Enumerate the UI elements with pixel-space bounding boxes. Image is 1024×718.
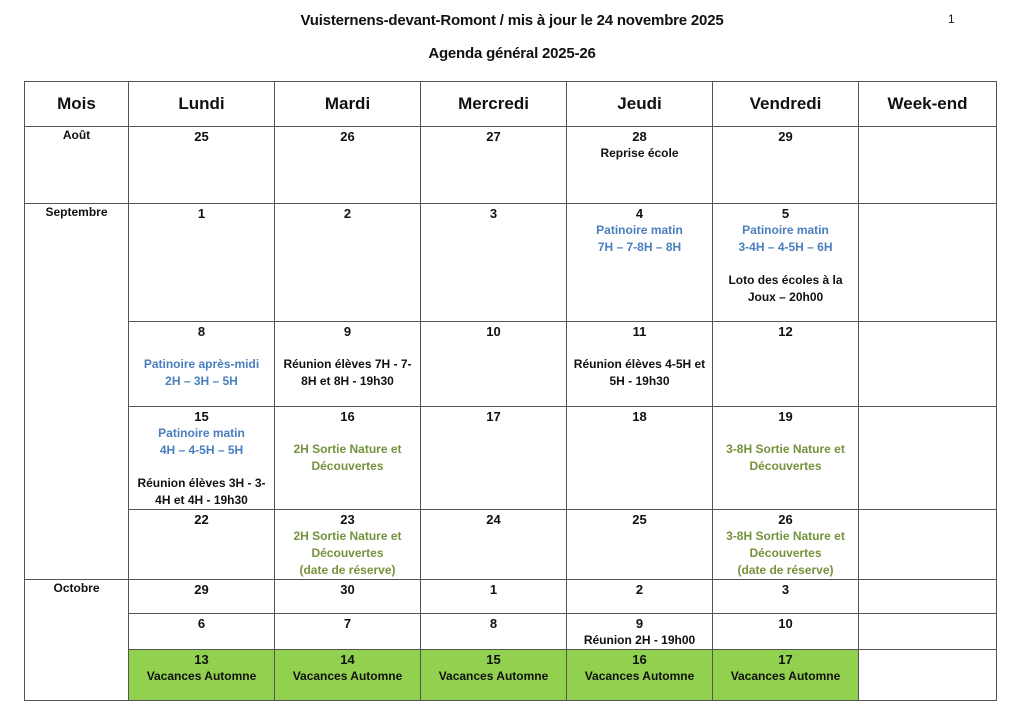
day-number: 11 — [632, 324, 647, 339]
day-number: 14 — [340, 652, 355, 667]
event-text: Réunion élèves 3H - 3- — [137, 476, 266, 490]
column-header-vendredi: Vendredi — [713, 82, 859, 127]
day-number: 7 — [343, 616, 352, 631]
day-number: 29 — [194, 582, 209, 597]
day-cell-mardi — [275, 322, 421, 407]
day-number: 25 — [194, 129, 209, 144]
event-text: Patinoire matin — [742, 223, 829, 237]
day-cell-mardi — [275, 580, 421, 614]
event-text: Découvertes — [749, 546, 822, 560]
day-cell-mercredi — [421, 614, 567, 650]
event-text: Réunion élèves 4-5H et — [573, 357, 706, 371]
day-number: 5 — [781, 206, 790, 221]
day-number: 18 — [632, 409, 647, 424]
week-row — [25, 407, 997, 510]
column-header-jeudi: Jeudi — [567, 82, 713, 127]
day-cell-mercredi — [421, 580, 567, 614]
day-cell-vendredi — [713, 407, 859, 510]
page-number: 1 — [948, 12, 955, 26]
event-text: Loto des écoles à la — [728, 273, 843, 287]
event-text: 2H Sortie Nature et — [293, 529, 402, 543]
day-cell-week-end — [859, 650, 997, 701]
day-cell-week-end — [859, 580, 997, 614]
week-row — [25, 204, 997, 322]
event-text: Joux – 20h00 — [747, 290, 824, 304]
day-cell-vendredi — [713, 580, 859, 614]
day-cell-mardi — [275, 407, 421, 510]
event-text: Découvertes — [311, 459, 384, 473]
week-row — [25, 322, 997, 407]
day-number: 1 — [197, 206, 206, 221]
agenda-title: Agenda général 2025-26 — [428, 45, 596, 62]
event-text: 7H – 7-8H – 8H — [597, 240, 682, 254]
day-cell-week-end — [859, 127, 997, 204]
column-header-mois: Mois — [25, 82, 129, 127]
event-text: (date de réserve) — [737, 563, 834, 577]
event-text: Vacances Automne — [146, 669, 257, 683]
event-text: 5H - 19h30 — [609, 374, 670, 388]
day-number: 25 — [632, 512, 647, 527]
week-row — [25, 580, 997, 614]
day-cell-lundi — [129, 127, 275, 204]
day-cell-week-end — [859, 204, 997, 322]
day-number: 6 — [197, 616, 206, 631]
day-cell-jeudi — [567, 510, 713, 580]
day-cell-lundi — [129, 204, 275, 322]
day-cell-jeudi — [567, 407, 713, 510]
day-number: 9 — [343, 324, 352, 339]
day-number: 26 — [778, 512, 793, 527]
day-cell-mardi — [275, 650, 421, 701]
day-cell-mercredi — [421, 322, 567, 407]
day-number: 28 — [632, 129, 647, 144]
day-number: 30 — [340, 582, 355, 597]
day-cell-lundi — [129, 580, 275, 614]
event-text: Patinoire matin — [158, 426, 245, 440]
event-text: 4H et 4H - 19h30 — [155, 493, 248, 507]
day-number: 27 — [486, 129, 501, 144]
day-cell-jeudi — [567, 580, 713, 614]
day-cell-mardi — [275, 614, 421, 650]
event-text: Patinoire matin — [596, 223, 683, 237]
day-cell-mardi — [275, 510, 421, 580]
day-cell-lundi — [129, 322, 275, 407]
event-text: (date de réserve) — [299, 563, 396, 577]
event-text: Réunion 2H - 19h00 — [583, 633, 696, 647]
day-number: 15 — [194, 409, 209, 424]
day-cell-lundi — [129, 510, 275, 580]
day-number: 16 — [632, 652, 647, 667]
day-number: 3 — [489, 206, 498, 221]
event-text: 3-8H Sortie Nature et — [726, 442, 845, 456]
column-header-mardi: Mardi — [275, 82, 421, 127]
event-text: Vacances Automne — [584, 669, 695, 683]
day-number: 12 — [778, 324, 793, 339]
event-text: Réunion élèves 7H - 7- — [283, 357, 412, 371]
day-number: 17 — [778, 652, 793, 667]
event-text: 3-8H Sortie Nature et — [726, 529, 845, 543]
day-cell-vendredi — [713, 650, 859, 701]
day-number: 8 — [197, 324, 206, 339]
day-number: 22 — [194, 512, 209, 527]
day-number: 8 — [489, 616, 498, 631]
day-number: 23 — [340, 512, 355, 527]
day-cell-vendredi — [713, 322, 859, 407]
day-number: 19 — [778, 409, 793, 424]
column-header-week-end: Week-end — [859, 82, 997, 127]
day-cell-vendredi — [713, 204, 859, 322]
day-cell-vendredi — [713, 614, 859, 650]
day-cell-jeudi — [567, 650, 713, 701]
day-number: 24 — [486, 512, 501, 527]
day-cell-jeudi — [567, 127, 713, 204]
day-number: 15 — [486, 652, 501, 667]
day-number: 1 — [489, 582, 498, 597]
day-number: 9 — [635, 616, 644, 631]
event-text: Découvertes — [311, 546, 384, 560]
event-text: Découvertes — [749, 459, 822, 473]
column-header-lundi: Lundi — [129, 82, 275, 127]
week-row — [25, 614, 997, 650]
document-title: Vuisternens-devant-Romont / mis à jour le 24 novembre 2025 — [300, 12, 724, 29]
day-cell-vendredi — [713, 127, 859, 204]
day-cell-mardi — [275, 204, 421, 322]
day-number: 3 — [781, 582, 790, 597]
day-cell-jeudi — [567, 614, 713, 650]
day-number: 26 — [340, 129, 355, 144]
day-cell-mercredi — [421, 204, 567, 322]
day-cell-vendredi — [713, 510, 859, 580]
agenda-table — [24, 81, 997, 701]
header-row — [25, 82, 997, 127]
event-text: Vacances Automne — [292, 669, 403, 683]
day-cell-jeudi — [567, 204, 713, 322]
event-text: 2H Sortie Nature et — [293, 442, 402, 456]
day-cell-lundi — [129, 407, 275, 510]
month-cell: Septembre — [25, 204, 129, 580]
week-row — [25, 650, 997, 701]
day-cell-lundi — [129, 650, 275, 701]
event-text: Reprise école — [600, 146, 679, 160]
event-text: 2H – 3H – 5H — [165, 374, 238, 388]
column-header-mercredi: Mercredi — [421, 82, 567, 127]
event-text: 8H et 8H - 19h30 — [301, 374, 394, 388]
event-text: 3-4H – 4-5H – 6H — [738, 240, 833, 254]
day-cell-week-end — [859, 510, 997, 580]
day-cell-week-end — [859, 322, 997, 407]
day-number: 16 — [340, 409, 355, 424]
week-row — [25, 127, 997, 204]
day-cell-mercredi — [421, 510, 567, 580]
week-row — [25, 510, 997, 580]
day-number: 17 — [486, 409, 501, 424]
day-number: 10 — [486, 324, 501, 339]
day-cell-mercredi — [421, 407, 567, 510]
day-number: 10 — [778, 616, 793, 631]
event-text: Vacances Automne — [438, 669, 549, 683]
event-text: Vacances Automne — [730, 669, 841, 683]
day-number: 13 — [194, 652, 209, 667]
event-text: Patinoire après-midi — [143, 357, 260, 371]
day-cell-mercredi — [421, 127, 567, 204]
day-cell-week-end — [859, 614, 997, 650]
day-number: 2 — [635, 582, 644, 597]
day-cell-mardi — [275, 127, 421, 204]
day-number: 4 — [635, 206, 644, 221]
day-number: 2 — [343, 206, 352, 221]
month-cell: Octobre — [25, 580, 129, 701]
day-number: 29 — [778, 129, 793, 144]
day-cell-mercredi — [421, 650, 567, 701]
day-cell-week-end — [859, 407, 997, 510]
month-cell: Août — [25, 127, 129, 204]
event-text: 4H – 4-5H – 5H — [159, 443, 244, 457]
day-cell-jeudi — [567, 322, 713, 407]
day-cell-lundi — [129, 614, 275, 650]
